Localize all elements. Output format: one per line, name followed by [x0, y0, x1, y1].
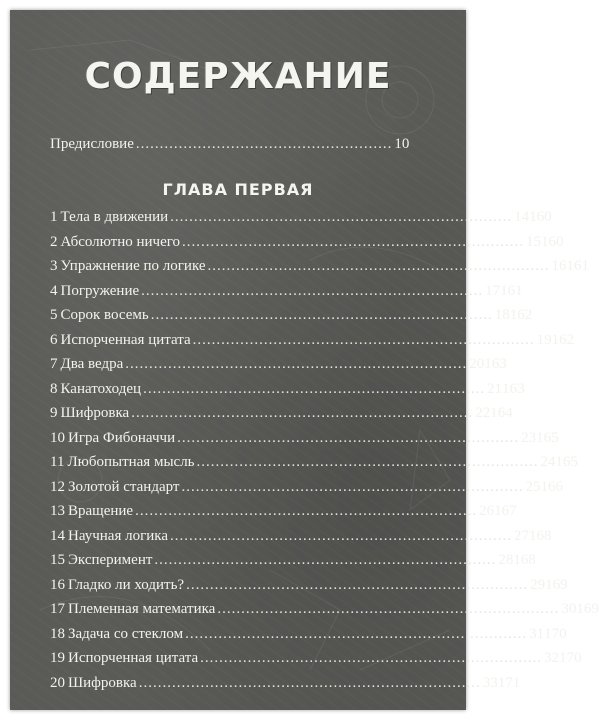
entry-title: Племенная математика [68, 601, 216, 617]
contents-list [50, 209, 599, 699]
entry-page: 25 [525, 478, 541, 495]
contents-entry [50, 209, 552, 234]
entry-number: 11 [50, 454, 65, 470]
preface-entry [50, 136, 410, 153]
entry-number: 5 [50, 307, 58, 323]
entry-page: 14 [514, 209, 530, 225]
dot-leader: ........................................................................ [154, 552, 497, 568]
entry-page: 16 [551, 258, 567, 274]
entry-page: 27 [514, 527, 529, 544]
entry-title: Эксперимент [68, 552, 153, 568]
entry-page: 30 [561, 601, 577, 617]
preface-label: Предисловие [50, 136, 134, 152]
entry-page: 18 [494, 307, 510, 323]
dot-leader: ........................................................................ [200, 650, 543, 666]
entry-solution-page: 161 [500, 282, 523, 299]
dot-leader: ........................................................................ [125, 356, 468, 372]
entry-page: 32 [544, 650, 560, 666]
entry-number: 15 [50, 552, 65, 568]
entry-page: 22 [475, 405, 491, 421]
entry-title: Задача со стеклом [68, 625, 184, 642]
book-page [10, 10, 599, 710]
contents-entry [50, 282, 523, 308]
entry-solution-page: 171 [497, 674, 521, 691]
dot-leader: ........................................................................ [170, 527, 512, 544]
dot-leader: ........................................................................ [141, 282, 484, 299]
entry-title: Любопытная мысль [67, 454, 195, 470]
dot-leader: ........................................................................ [182, 233, 525, 250]
dot-leader: ........................................................................ [177, 429, 520, 446]
entry-page: 20 [469, 356, 485, 372]
dot-leader: ........................................................................ [207, 258, 550, 274]
entry-title: Игра Фибоначчи [68, 429, 176, 446]
entry-title: Золотой стандарт [68, 478, 180, 495]
contents-entry [50, 356, 507, 381]
dot-leader: ........................................................................ [131, 405, 474, 421]
contents-entry [50, 576, 568, 602]
entry-page: 19 [536, 331, 552, 348]
entry-title: Два ведра [60, 356, 124, 372]
entry-solution-page: 160 [541, 233, 564, 250]
contents-entry [50, 478, 563, 504]
entry-solution-page: 170 [559, 650, 582, 666]
entry-title: Испорченная цитата [60, 331, 191, 348]
entry-solution-page: 168 [529, 527, 552, 544]
entry-number: 19 [50, 650, 65, 666]
page-title: СОДЕРЖАНИЕ [84, 56, 392, 97]
contents-entry [50, 625, 567, 651]
entry-number: 17 [50, 601, 65, 617]
dot-leader: ........................................................................ [135, 503, 478, 519]
entry-number: 6 [50, 331, 58, 348]
entry-page: 17 [485, 282, 501, 299]
contents-entry [50, 601, 599, 626]
entry-page: 26 [479, 503, 495, 519]
contents-entry [50, 331, 575, 357]
entry-title: Упражнение по логике [60, 258, 206, 274]
chapter-heading: ГЛАВА ПЕРВАЯ [162, 180, 314, 199]
entry-solution-page: 162 [509, 307, 533, 323]
entry-solution-page: 162 [551, 331, 575, 348]
entry-title: Гладко ли ходить? [68, 576, 185, 593]
entry-number: 13 [50, 503, 65, 519]
entry-solution-page: 165 [536, 429, 559, 446]
contents-entry [50, 233, 564, 259]
entry-solution-page: 169 [576, 601, 599, 617]
entry-page: 28 [498, 552, 514, 568]
entry-number: 1 [50, 209, 58, 225]
entry-page: 21 [487, 380, 503, 397]
entry-page: 31 [529, 625, 545, 642]
entry-number: 12 [50, 478, 65, 495]
dot-leader: ........................................................................ [138, 674, 481, 691]
entry-number: 4 [50, 282, 58, 299]
contents-entry [50, 307, 533, 332]
entry-number: 2 [50, 233, 58, 250]
entry-number: 3 [50, 258, 58, 274]
entry-page: 24 [540, 454, 556, 470]
entry-number: 7 [50, 356, 58, 372]
entry-title: Шифровка [60, 405, 130, 421]
contents-entry [50, 650, 582, 675]
contents-entry [50, 429, 559, 455]
entry-number: 9 [50, 405, 58, 421]
contents-entry [50, 405, 513, 430]
entry-solution-page: 166 [540, 478, 563, 495]
entry-title: Научная логика [68, 527, 168, 544]
contents-entry [50, 380, 525, 406]
contents-entry [50, 674, 521, 700]
entry-solution-page: 167 [494, 503, 517, 519]
entry-title: Шифровка [68, 674, 137, 691]
dot-leader: ........................................................................ [170, 209, 513, 225]
entry-page: 15 [526, 233, 542, 250]
entry-solution-page: 160 [529, 209, 552, 225]
contents-entry [50, 258, 590, 283]
entry-title: Сорок восемь [60, 307, 149, 323]
contents-entry [50, 503, 517, 528]
entry-number: 16 [50, 576, 65, 593]
entry-page: 23 [521, 429, 537, 446]
entry-solution-page: 163 [484, 356, 507, 372]
entry-number: 10 [50, 429, 65, 446]
dot-leader: ........................................................................ [217, 601, 560, 617]
dot-leader: ........................................................................ [185, 625, 528, 642]
entry-solution-page: 163 [502, 380, 525, 397]
entry-number: 20 [50, 674, 65, 691]
entry-number: 18 [50, 625, 65, 642]
entry-solution-page: 169 [545, 576, 568, 593]
entry-number: 14 [50, 527, 65, 544]
entry-solution-page: 165 [555, 454, 579, 470]
contents-entry [50, 552, 536, 577]
entry-solution-page: 170 [544, 625, 567, 642]
entry-page: 29 [530, 576, 546, 593]
entry-page: 33 [482, 674, 498, 691]
dot-leader: ...................................................... [135, 136, 393, 152]
entry-title: Вращение [68, 503, 134, 519]
entry-title: Погружение [60, 282, 140, 299]
entry-title: Тела в движении [60, 209, 169, 225]
entry-number: 8 [50, 380, 58, 397]
preface-page: 10 [394, 136, 410, 152]
dot-leader: ........................................................................ [196, 454, 539, 470]
contents-entry [50, 527, 552, 553]
dot-leader: ........................................................................ [181, 478, 524, 495]
entry-title: Канатоходец [60, 380, 142, 397]
entry-solution-page: 161 [566, 258, 590, 274]
entry-solution-page: 164 [490, 405, 513, 421]
dot-leader: ........................................................................ [192, 331, 535, 348]
entry-title: Испорченная цитата [68, 650, 199, 666]
dot-leader: ........................................................................ [143, 380, 486, 397]
dot-leader: ........................................................................ [186, 576, 529, 593]
entry-title: Абсолютно ничего [60, 233, 181, 250]
dot-leader: ........................................................................ [150, 307, 493, 323]
contents-entry [50, 454, 579, 479]
entry-solution-page: 168 [513, 552, 536, 568]
